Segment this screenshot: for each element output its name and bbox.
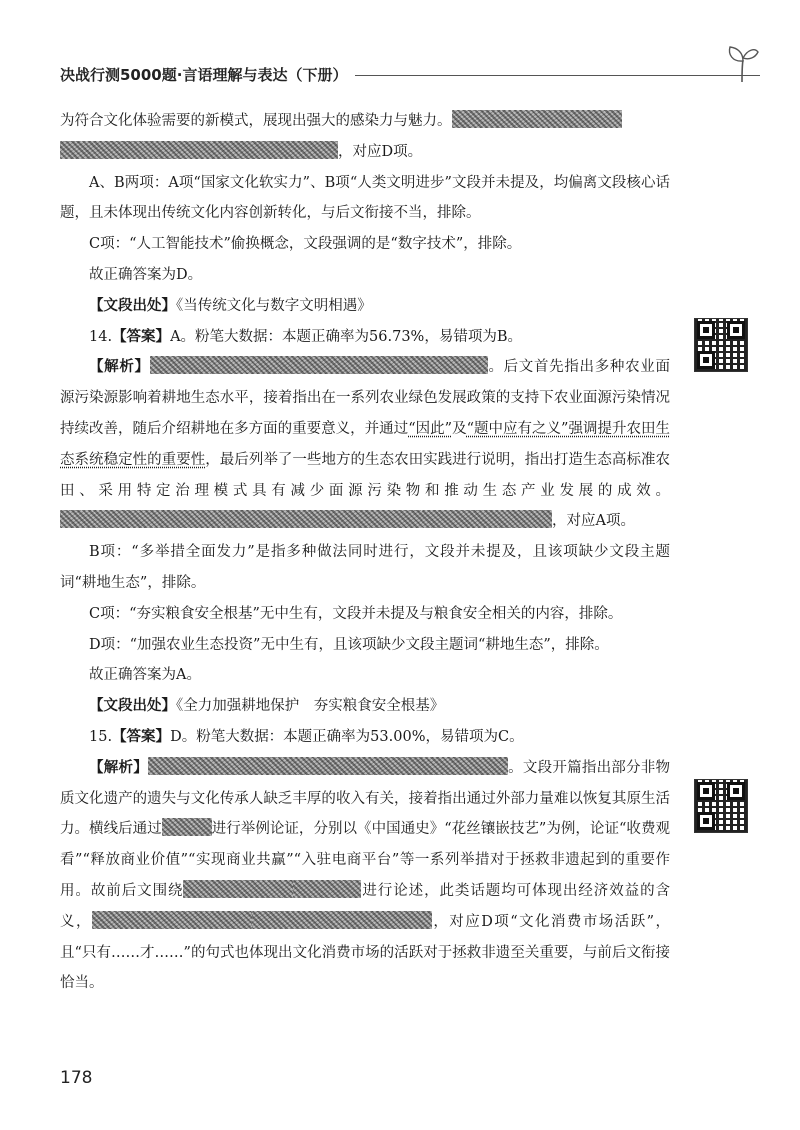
- source-citation: 【文段出处】《当传统文化与数字文明相遇》: [89, 297, 372, 314]
- book-title: 决战行测5000题·言语理解与表达（下册）: [60, 65, 348, 84]
- sprout-icon: [724, 42, 760, 82]
- redacted-text: [183, 880, 293, 898]
- answer-explanations: [60, 106, 670, 999]
- page-header: [60, 62, 760, 86]
- redacted-text: [452, 110, 622, 128]
- text-line: 为符合文化体验需要的新模式，展现出强大的感染力与魅力。: [60, 106, 670, 137]
- option-analysis-ab: A、B两项：A项“国家文化软实力”、B项“人类文明进步”文段并未提及，均偏离文段核心话题，且未体现出传统文化内容创新转化，与后文衔接不当，排除。: [60, 174, 670, 222]
- option-analysis-c: C项：“人工智能技术”偷换概念，文段强调的是“数字技术”，排除。: [89, 236, 522, 253]
- text-line: ，对应D项。: [60, 137, 670, 168]
- option-analysis-d: D项：“加强农业生态投资”无中生有，且该项缺少文段主题词“耕地生态”，排除。: [89, 636, 609, 653]
- correct-answer: 故正确答案为D。: [89, 266, 203, 283]
- qr-code-icon[interactable]: [694, 318, 748, 372]
- qr-code-icon[interactable]: [694, 779, 748, 833]
- redacted-text: [162, 818, 212, 836]
- redacted-text: [148, 757, 508, 775]
- redacted-text: [60, 141, 338, 159]
- question-14-analysis: 【解析】 。后文首先指出多种农业面源污染源影响着耕地生态水平，接着指出在一系列农业绿色发展政策的支持下农业面源污染情况持续改善，随后介绍耕地在多方面的重要意义，并通过“因此”及“题中应有之义”强调提升农田生态系统稳定性的重要性，最后列举了一些地方的生态农田实践进行说明，指出打造生态高标准农田、采用特定治理模式具有减少面源污染物和推动生态产业发展的成效。，对应A项。: [60, 352, 670, 537]
- correct-answer: 故正确答案为A。: [89, 667, 201, 684]
- question-14-answer: 14.【答案】A。粉笔大数据：本题正确率为56.73%，易错项为B。: [89, 328, 522, 345]
- source-citation: 【文段出处】《全力加强耕地保护 夯实粮食安全根基》: [89, 698, 445, 715]
- redacted-text: [293, 880, 361, 898]
- redacted-text: [60, 510, 422, 528]
- redacted-text: [252, 911, 432, 929]
- header-rule: [355, 75, 760, 76]
- option-analysis-b: B项：“多举措全面发力”是指多种做法同时进行，文段并未提及，且该项缺少文段主题词“耕地生态”，排除。: [60, 544, 670, 591]
- question-15-analysis: 【解析】 。文段开篇指出部分非物质文化遗产的遗失与文化传承人缺乏丰厚的收入有关，接着指出通过外部力量难以恢复其原生活力。横线后通过 进行举例论证，分别以《中国通史》“花丝镶嵌技艺”为例，论证“收费观看”“释放商业价值”“实现商业共赢”“入驻电商平台”等一系列举措对于拯救非遗起到的重要作用。故前后文围绕 进行论述，此类话题均可体现出经济效益的含义， ，对应D项“文化消费市场活跃”，且“只有……才……”的句式也体现出文化消费市场的活跃对于拯救非遗至关重要，与前后文衔接恰当。: [60, 753, 670, 999]
- option-analysis-c: C项：“夯实粮食安全根基”无中生有，文段并未提及与粮食安全相关的内容，排除。: [89, 605, 623, 622]
- redacted-text: [92, 911, 252, 929]
- question-15-answer: 15.【答案】D。粉笔大数据：本题正确率为53.00%，易错项为C。: [89, 728, 524, 745]
- redacted-text: [422, 510, 552, 528]
- page-number: 178: [60, 1068, 93, 1088]
- redacted-text: [150, 356, 488, 374]
